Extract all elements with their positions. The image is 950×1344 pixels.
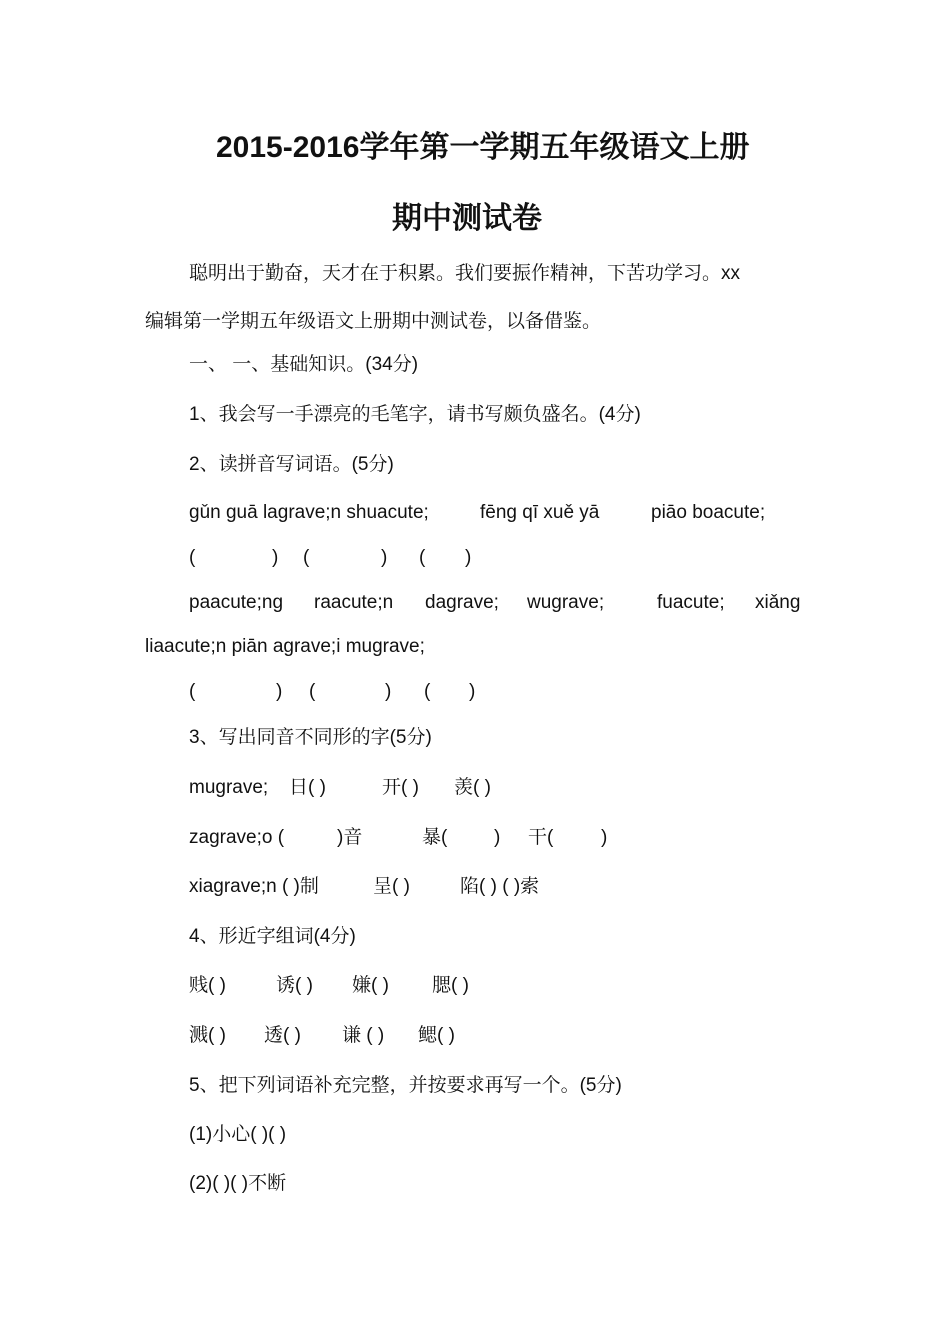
pinyin-item: zagrave;o (: [189, 827, 285, 848]
question-3-heading: 3、写出同音不同形的字(5分): [189, 727, 432, 748]
intro-line1: 聪明出于勤奋，天才在于积累。我们要振作精神，下苦功学习。xx: [189, 263, 741, 284]
question-5-item-1: (1)小心( )( ): [189, 1124, 287, 1145]
pinyin-item: mugrave;: [189, 777, 269, 798]
answer-item: 暴(: [422, 827, 448, 848]
answer-item: ): [494, 827, 501, 848]
page-title-line2: 期中测试卷: [392, 202, 542, 235]
pinyin-item: wugrave;: [527, 592, 605, 613]
pinyin-item: xiagrave;n ( )制: [189, 876, 319, 897]
pinyin-item: paacute;ng: [189, 592, 284, 613]
intro-line2: 编辑第一学期五年级语文上册期中测试卷，以备借鉴。: [145, 311, 602, 332]
pinyin-item: gǔn guā lagrave;n shuacute;: [189, 502, 429, 523]
answer-item: 溅( ): [189, 1025, 226, 1046]
answer-item: 呈( ): [373, 876, 410, 897]
pinyin-item: raacute;n: [314, 592, 394, 613]
open-bracket: (: [309, 681, 316, 702]
open-bracket: (: [419, 547, 426, 568]
open-bracket: (: [189, 547, 196, 568]
answer-item: 鳃( ): [418, 1025, 455, 1046]
page-title-line1: 2015-2016学年第一学期五年级语文上册: [216, 131, 750, 164]
pinyin-item: xiǎng: [755, 592, 801, 613]
close-bracket: ): [276, 681, 283, 702]
answer-item: 腮( ): [432, 975, 469, 996]
pinyin-item: dagrave;: [425, 592, 499, 613]
pinyin-item: fuacute;: [657, 592, 725, 613]
answer-item: 干(: [528, 827, 554, 848]
answer-item: 日( ): [289, 777, 326, 798]
open-bracket: (: [189, 681, 196, 702]
question-4-heading: 4、形近字组词(4分): [189, 926, 356, 947]
answer-item: 羡( ): [454, 777, 491, 798]
question-5-heading: 5、把下列词语补充完整，并按要求再写一个。(5分): [189, 1075, 622, 1096]
answer-item: 开( ): [382, 777, 419, 798]
close-bracket: ): [469, 681, 476, 702]
pinyin-item: piāo boacute;: [651, 502, 766, 523]
pinyin-row-2-continued: liaacute;n piān agrave;i mugrave;: [145, 636, 425, 657]
open-bracket: (: [424, 681, 431, 702]
close-bracket: ): [272, 547, 279, 568]
answer-item: 陷( ) ( )索: [460, 876, 540, 897]
answer-item: 贱( ): [189, 975, 226, 996]
pinyin-item: fēng qī xuě yā: [480, 502, 600, 523]
answer-item: )音: [337, 827, 363, 848]
answer-item: 嫌( ): [352, 975, 389, 996]
close-bracket: ): [465, 547, 472, 568]
close-bracket: ): [385, 681, 392, 702]
section-heading: 一、 一、基础知识。(34分): [189, 354, 419, 375]
answer-item: 透( ): [264, 1025, 301, 1046]
question-2-heading: 2、读拼音写词语。(5分): [189, 454, 394, 475]
close-bracket: ): [381, 547, 388, 568]
question-1: 1、我会写一手漂亮的毛笔字，请书写颇负盛名。(4分): [189, 404, 641, 425]
answer-item: 诱( ): [276, 975, 313, 996]
answer-item: ): [601, 827, 608, 848]
question-5-item-2: (2)( )( )不断: [189, 1173, 287, 1194]
open-bracket: (: [303, 547, 310, 568]
answer-item: 谦 ( ): [342, 1025, 385, 1046]
